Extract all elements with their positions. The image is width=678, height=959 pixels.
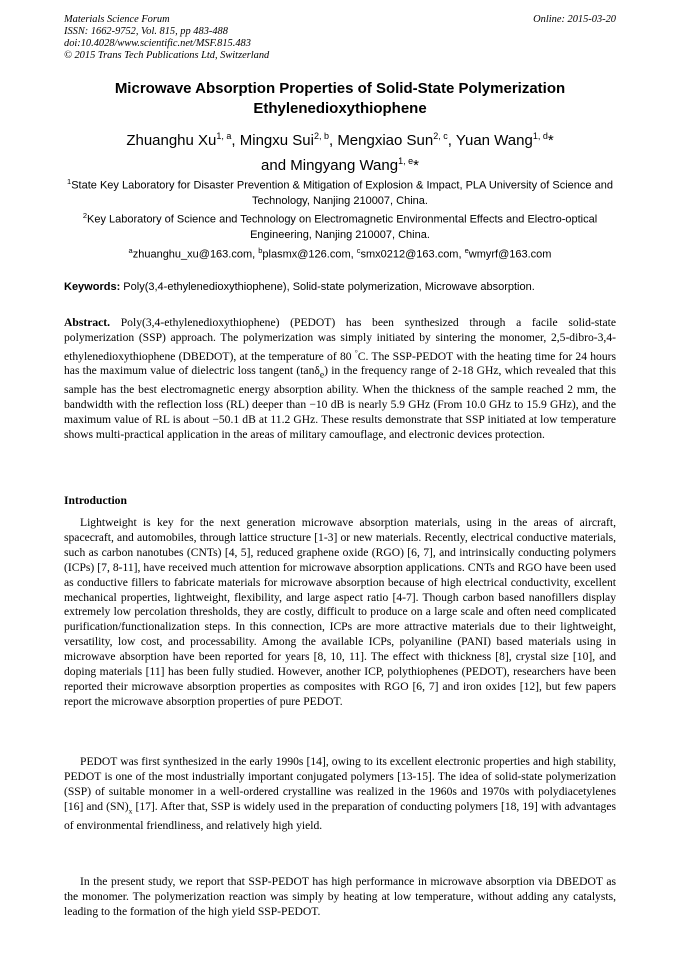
degree-symbol: ° (354, 347, 358, 357)
author-name: Mingxu Sui (239, 132, 314, 149)
affiliation-text: Key Laboratory of Science and Technology on Electromagnetic Environmental Effects and Electro-optical Engineering, Nanjing 210007, China. (87, 213, 598, 242)
title-line-2: Ethylenedioxythiophene (253, 100, 427, 117)
author-affil-sup: 1, a (216, 131, 232, 141)
affiliation-2 (64, 208, 616, 244)
paper-title (64, 79, 616, 119)
journal-header (64, 14, 616, 62)
author-affil-sup: 1, e (398, 156, 414, 166)
affiliation-text: State Key Laboratory for Disaster Prevention & Mitigation of Explosion & Impact, PLA University of Science and Technology, Nanjing 210007, China. (71, 179, 613, 208)
email-address[interactable]: smx0212@163.com, (360, 248, 465, 261)
paragraph-text: [17]. After that, SSP is widely used in the preparation of conducting polymers [18, 19] with advantages of environmental friendliness, and relatively high yield. (64, 799, 616, 832)
email-address[interactable]: wmyrf@163.com (468, 248, 552, 261)
author-separator: * (413, 157, 419, 174)
email-marker: c (356, 246, 361, 255)
formula-subscript: x (128, 806, 133, 816)
intro-paragraph-1: Lightweight is key for the next generation microwave absorption materials, using in the areas of aircraft, spacecraft, and automobiles, through lattice structure [1-3] or new materials. Recently, electrical conductive materials, such as carbon nanotubes (CNTs) [4, 5], reduced graphene oxide (RGO) [6, 7], and intrinsically conducting polymers (ICPs) [7, 8-11], have received much attention for microwave absorption applications. CNTs and RGO have been used as conductive fillers to fabricate materials for microwave absorption because of high electrical conductivity, excellent mechanical properties, lightweight, flexibility, and large aspect ratio [4-7]. Though carbon based nanofillers display extremely low percolation thresholds, they are costly, difficult to produce on a large scale and often need complicated purification/functionalization steps. In this connection, ICPs are more attractive materials due to their lightweight, versatility, low cost, and processability. Among the available ICPs, polyaniline (PANI) based materials using in microwave absorption have been reported for years [8, 10, 11]. The effect with thickness [8], crystal size [10], and doping materials [11] has been fully studied. However, another ICP, polythiophenes (PEDOT), researchers have been reported their microwave absorption properties as composites with RGO [6, 7] and iron oxides [12], but few papers report the microwave absorption properties of pure PEDOT. (64, 516, 616, 708)
author-separator: , (328, 132, 338, 149)
author-affil-sup: 2, c (433, 131, 448, 141)
doi-line: doi:10.4028/www.scientific.net/MSF.815.483 (64, 38, 251, 49)
author-name: Mengxiao Sun (337, 132, 434, 149)
copyright-line: © 2015 Trans Tech Publications Ltd, Switzerland (64, 50, 270, 61)
journal-name: Materials Science Forum (64, 14, 170, 25)
keywords-label: Keywords: (64, 281, 121, 293)
abstract-text: Poly(3,4-ethylenedioxythiophene) (PEDOT) has been synthesized through a facile solid-state polymerization (SSP) approach. The polymerization was simply initiated by sintering the monomer, 2,5-dibro-3,4-ethylenedioxythiophene (DBEDOT), at the temperature of 80 (64, 316, 616, 363)
author-affil-sup: 1, d (532, 131, 548, 141)
author-affil-sup: 2, b (313, 131, 329, 141)
intro-paragraph-2 (64, 755, 616, 834)
title-line-1: Microwave Absorption Properties of Solid-State Polymerization (114, 80, 566, 97)
author-name: Yuan Wang (455, 132, 533, 149)
abstract-text: ) in the frequency range of 2-18 GHz, which revealed that this sample has the best electromagnetic energy absorption ability. When the thickness of the sample reached 2 mm, the bandwidth with the reflection loss (RL) deeper than −10 dB is nearly 5.9 GHz (From 10.0 GHz to 15.9 GHz), and the maximum value of RL is about −50.1 dB at 11.2 GHz. These results demonstrate that SSP initiated at low temperature shows multi-practical application in the areas of military camouflage, and electronic devices protection. (64, 364, 616, 441)
tan-delta-subscript: e (319, 369, 325, 381)
abstract-text: C. The SSP-PEDOT with the heating time for 24 hours has the maximum value of dielectric loss tangent (tanδ (64, 349, 616, 378)
intro-paragraph-3: In the present study, we report that SSP-PEDOT has high performance in microwave absorption via DBEDOT as the monomer. The polymerization reaction was simply by heating at low temperature, without adding any catalysts, leading to the formation of the high yield SSP-PEDOT. (64, 875, 616, 918)
abstract-label: Abstract. (64, 316, 111, 329)
author-separator: , (447, 132, 456, 149)
keywords-line (64, 280, 616, 295)
affiliation-number: 1 (67, 177, 72, 186)
section-heading-introduction: Introduction (64, 494, 127, 507)
email-marker: e (464, 246, 469, 255)
author-list (64, 126, 616, 176)
paragraph-text: PEDOT was first synthesized in the early 1990s [14], owing to its excellent electronic properties and high stability, PEDOT is one of the most industrially important conjugated polymers [13-15]. The idea of solid-state polymerization (SSP) of suitable monomer in a well-ordered crystalline was realized in the 1960s and 1970s with polydiacetylenes [16] and (SN) (64, 755, 616, 813)
email-address[interactable]: plasmx@126.com, (262, 248, 357, 261)
affiliation-1 (64, 174, 616, 210)
author-separator: , (231, 132, 240, 149)
email-marker: b (258, 246, 263, 255)
online-date: Online: 2015-03-20 (533, 14, 616, 25)
email-marker: a (128, 246, 133, 255)
issn-line: ISSN: 1662-9752, Vol. 815, pp 483-488 (64, 26, 228, 37)
abstract (64, 316, 616, 443)
author-emails (64, 243, 616, 263)
affiliation-number: 2 (82, 211, 87, 220)
author-separator: * (547, 132, 554, 149)
author-name: and Mingyang Wang (261, 157, 399, 174)
author-name: Zhuanghu Xu (126, 132, 217, 149)
keywords-text: Poly(3,4-ethylenedioxythiophene), Solid-state polymerization, Microwave absorption. (120, 281, 535, 293)
email-address[interactable]: zhuanghu_xu@163.com, (132, 248, 259, 261)
